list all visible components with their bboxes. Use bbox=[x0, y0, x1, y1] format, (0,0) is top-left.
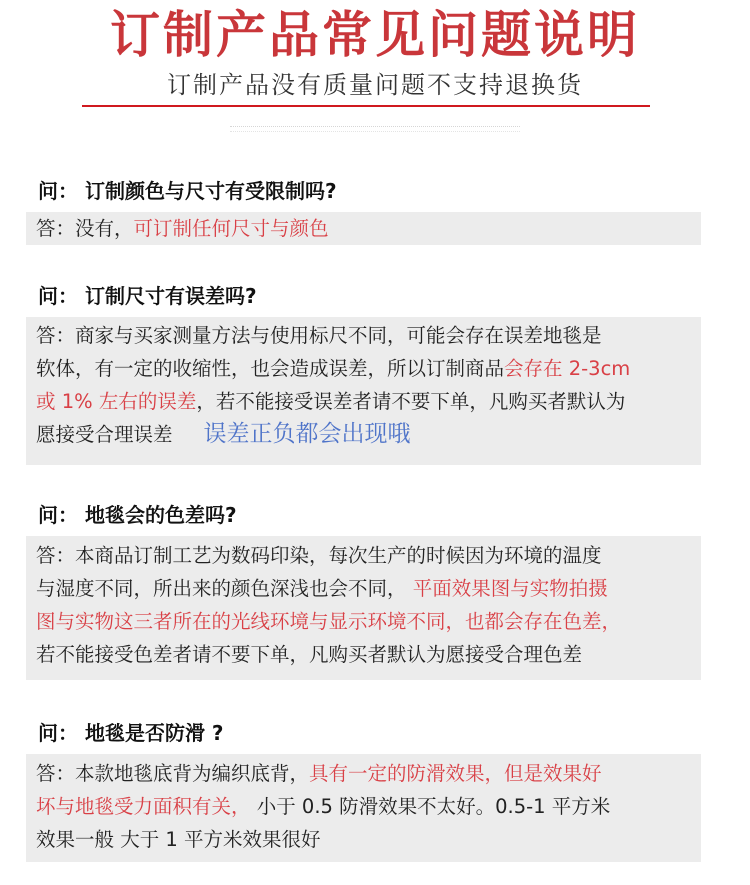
highlight-text: 或 1% 左右的误差 bbox=[36, 390, 197, 413]
page-title: 订制产品常见问题说明 bbox=[110, 6, 640, 64]
answer-line bbox=[36, 385, 701, 418]
faq-answer-2 bbox=[26, 317, 701, 465]
answer-line bbox=[36, 319, 701, 352]
highlight-text: 平面效果图与实物拍摄 bbox=[406, 577, 608, 600]
answer-text: 效果一般 大于 1 平方米效果很好 bbox=[36, 828, 321, 851]
highlight-text: 可订制任何尺寸与颜色 bbox=[133, 217, 329, 240]
faq-question-4: 问： 地毯是否防滑 ? bbox=[38, 721, 224, 745]
answer-line bbox=[36, 539, 701, 572]
faq-answer-3 bbox=[26, 536, 701, 680]
decorative-dotted-line bbox=[230, 126, 520, 132]
answer-line bbox=[36, 572, 701, 605]
answer-text: 答：没有， bbox=[36, 217, 134, 240]
answer-line bbox=[36, 790, 701, 823]
answer-text: ，若不能接受误差者请不要下单，凡购买者默认为 bbox=[196, 390, 626, 413]
answer-text: 答：商家与买家测量方法与使用标尺不同，可能会存在误差地毯是 bbox=[36, 324, 602, 347]
note-text: 误差正负都会出现哦 bbox=[203, 421, 411, 447]
answer-text: 答：本商品订制工艺为数码印染，每次生产的时候因为环境的温度 bbox=[36, 544, 602, 567]
faq-question-2: 问： 订制尺寸有误差吗? bbox=[38, 284, 257, 308]
answer-text: 小于 0.5 防滑效果不太好。0.5-1 平方米 bbox=[250, 795, 611, 818]
page-subtitle: 订制产品没有质量问题不支持退换货 bbox=[167, 71, 583, 99]
title-divider bbox=[82, 105, 650, 107]
answer-text: 软体，有一定的收缩性，也会造成误差，所以订制商品 bbox=[36, 357, 505, 380]
answer-line bbox=[36, 418, 701, 451]
answer-line bbox=[36, 638, 701, 671]
answer-line bbox=[36, 823, 701, 856]
answer-text: 若不能接受色差者请不要下单，凡购买者默认为愿接受合理色差 bbox=[36, 643, 583, 666]
answer-text: 答：本款地毯底背为编织底背， bbox=[36, 762, 310, 785]
answer-text: 与湿度不同，所出来的颜色深浅也会不同， bbox=[36, 577, 407, 600]
faq-question-1: 问： 订制颜色与尺寸有受限制吗? bbox=[38, 179, 337, 203]
answer-line bbox=[36, 352, 701, 385]
faq-question-3: 问： 地毯会的色差吗? bbox=[38, 503, 237, 527]
answer-text: 愿接受合理误差 bbox=[36, 423, 173, 446]
highlight-text: 具有一定的防滑效果，但是效果好 bbox=[309, 762, 602, 785]
highlight-text: 图与实物这三者所在的光线环境与显示环境不同，也都会存在色差， bbox=[36, 610, 622, 633]
answer-line bbox=[36, 757, 701, 790]
faq-answer-1 bbox=[26, 212, 701, 245]
answer-line bbox=[36, 605, 701, 638]
highlight-text: 会存在 2-3cm bbox=[504, 357, 631, 380]
answer-line bbox=[36, 212, 701, 245]
highlight-text: 坏与地毯受力面积有关， bbox=[36, 795, 251, 818]
answer-text bbox=[173, 423, 204, 446]
faq-answer-4 bbox=[26, 754, 701, 862]
